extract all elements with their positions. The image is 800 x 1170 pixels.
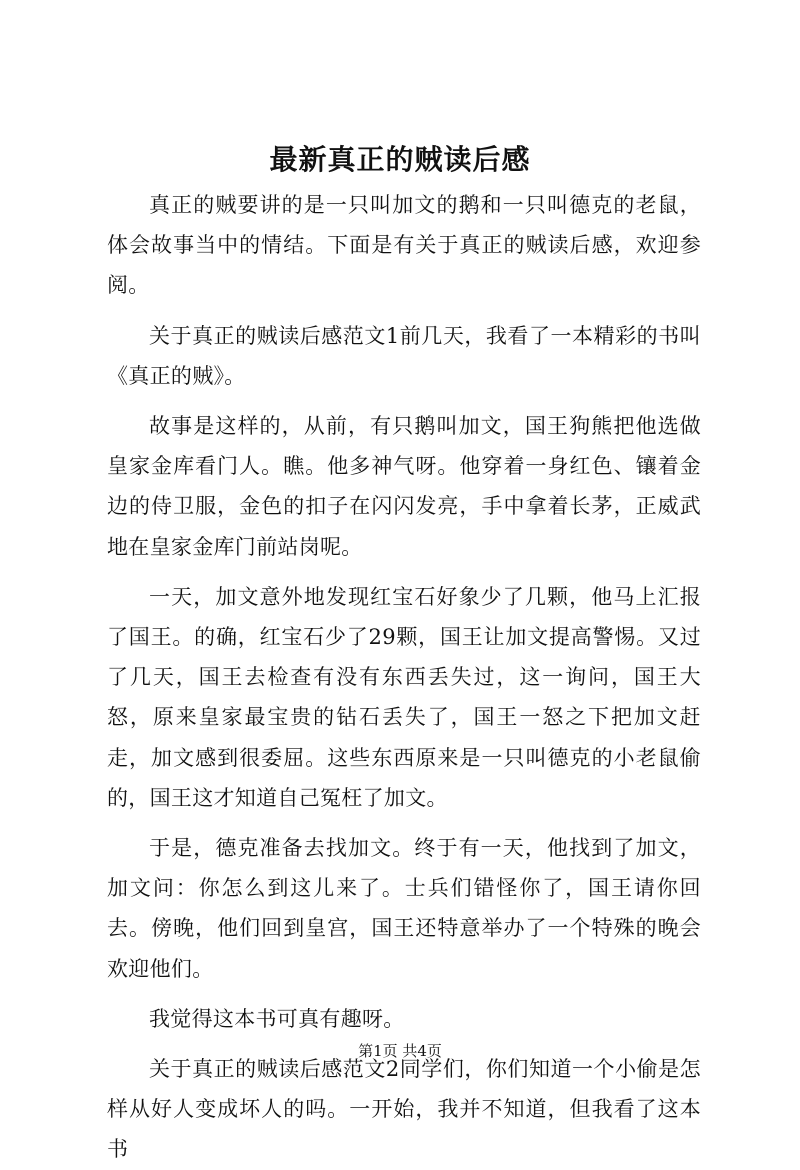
document-body <box>107 185 701 1170</box>
paragraph-story-theft: 一天，加文意外地发现红宝石好象少了几颗，他马上汇报了国王。的确，红宝石少了29颗，国王让加文提高警惕。又过了几天，国王去检查有没有东西丢失过，这一询问，国王大怒，原来皇家最宝贵的钻石丢失了，国王一怒之下把加文赶走，加文感到很委屈。这些东西原来是一只叫德克的小老鼠偷的，国王这才知道自己冤枉了加文。 <box>107 584 701 810</box>
paragraph-opinion: 我觉得这本书可真有趣呀。 <box>149 1006 405 1031</box>
page-title: 最新真正的贼读后感 <box>269 143 531 176</box>
paragraph-essay-2-intro: 关于真正的贼读后感范文2同学们，你们知道一个小偷是怎样从好人变成坏人的吗。一开始，我并不知道，但我看了这本书 <box>107 1057 701 1162</box>
paragraph-essay-1-intro: 关于真正的贼读后感范文1前几天，我看了一本精彩的书叫《真正的贼》。 <box>107 323 701 388</box>
paragraph-intro: 真正的贼要讲的是一只叫加文的鹅和一只叫德克的老鼠，体会故事当中的情结。下面是有关于真正的贼读后感，欢迎参阅。 <box>107 193 701 298</box>
paragraph-story-setup: 故事是这样的，从前，有只鹅叫加文，国王狗熊把他选做皇家金库看门人。瞧。他多神气呀。他穿着一身红色、镶着金边的侍卫服，金色的扣子在闪闪发亮，手中拿着长茅，正威武地在皇家金库门前站岗呢。 <box>107 414 701 559</box>
page-footer: 第1页 共4页 <box>358 1042 442 1060</box>
paragraph-story-return: 于是，德克准备去找加文。终于有一天，他找到了加文，加文问：你怎么到这儿来了。士兵们错怪你了，国王请你回去。傍晚，他们回到皇宫，国王还特意举办了一个特殊的晚会欢迎他们。 <box>107 836 701 981</box>
